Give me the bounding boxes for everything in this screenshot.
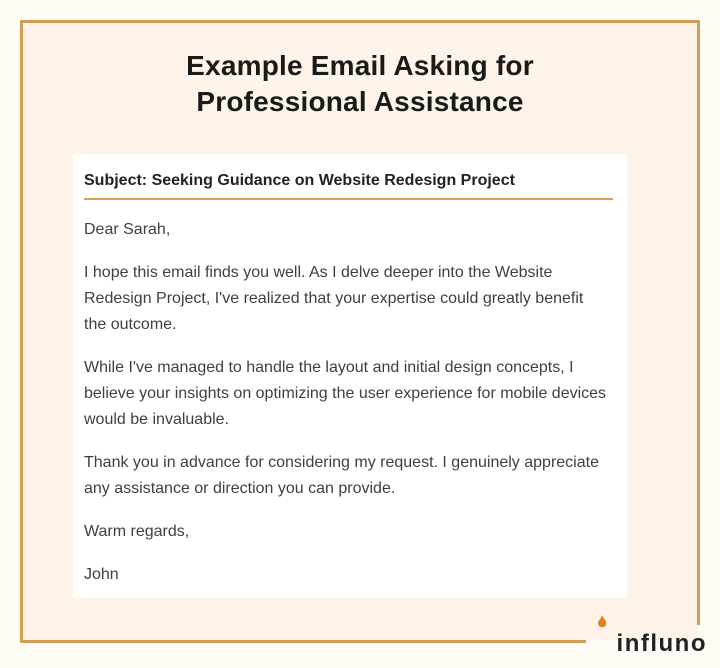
frame-border-top [20, 20, 700, 23]
email-signature: John [84, 566, 119, 583]
brand-logo [617, 626, 707, 658]
flame-icon [597, 615, 607, 628]
email-paragraph-2: While I've managed to handle the layout and initial design concepts, I believe your insights on optimizing the user experience for mobile devices would be invaluable. [84, 359, 607, 428]
brand-name: influno [616, 630, 707, 657]
email-closing: Warm regards, [84, 523, 190, 540]
subject-divider [84, 198, 613, 200]
email-greeting: Dear Sarah, [84, 221, 171, 238]
email-body [84, 217, 613, 588]
frame-border-bottom [20, 640, 586, 643]
email-subject: Subject: Seeking Guidance on Website Redesign Project [84, 172, 515, 189]
email-paragraph-1: I hope this email finds you well. As I delve deeper into the Website Redesign Project, I've realized that your expertise could greatly benefit the outcome. [84, 264, 584, 333]
title-line-1: Example Email Asking for [186, 50, 534, 81]
title-line-2: Professional Assistance [196, 86, 524, 117]
email-paragraph-3: Thank you in advance for considering my request. I genuinely appreciate any assistance or direction you can provide. [84, 454, 599, 497]
email-card [73, 154, 627, 598]
page-title [0, 48, 720, 120]
